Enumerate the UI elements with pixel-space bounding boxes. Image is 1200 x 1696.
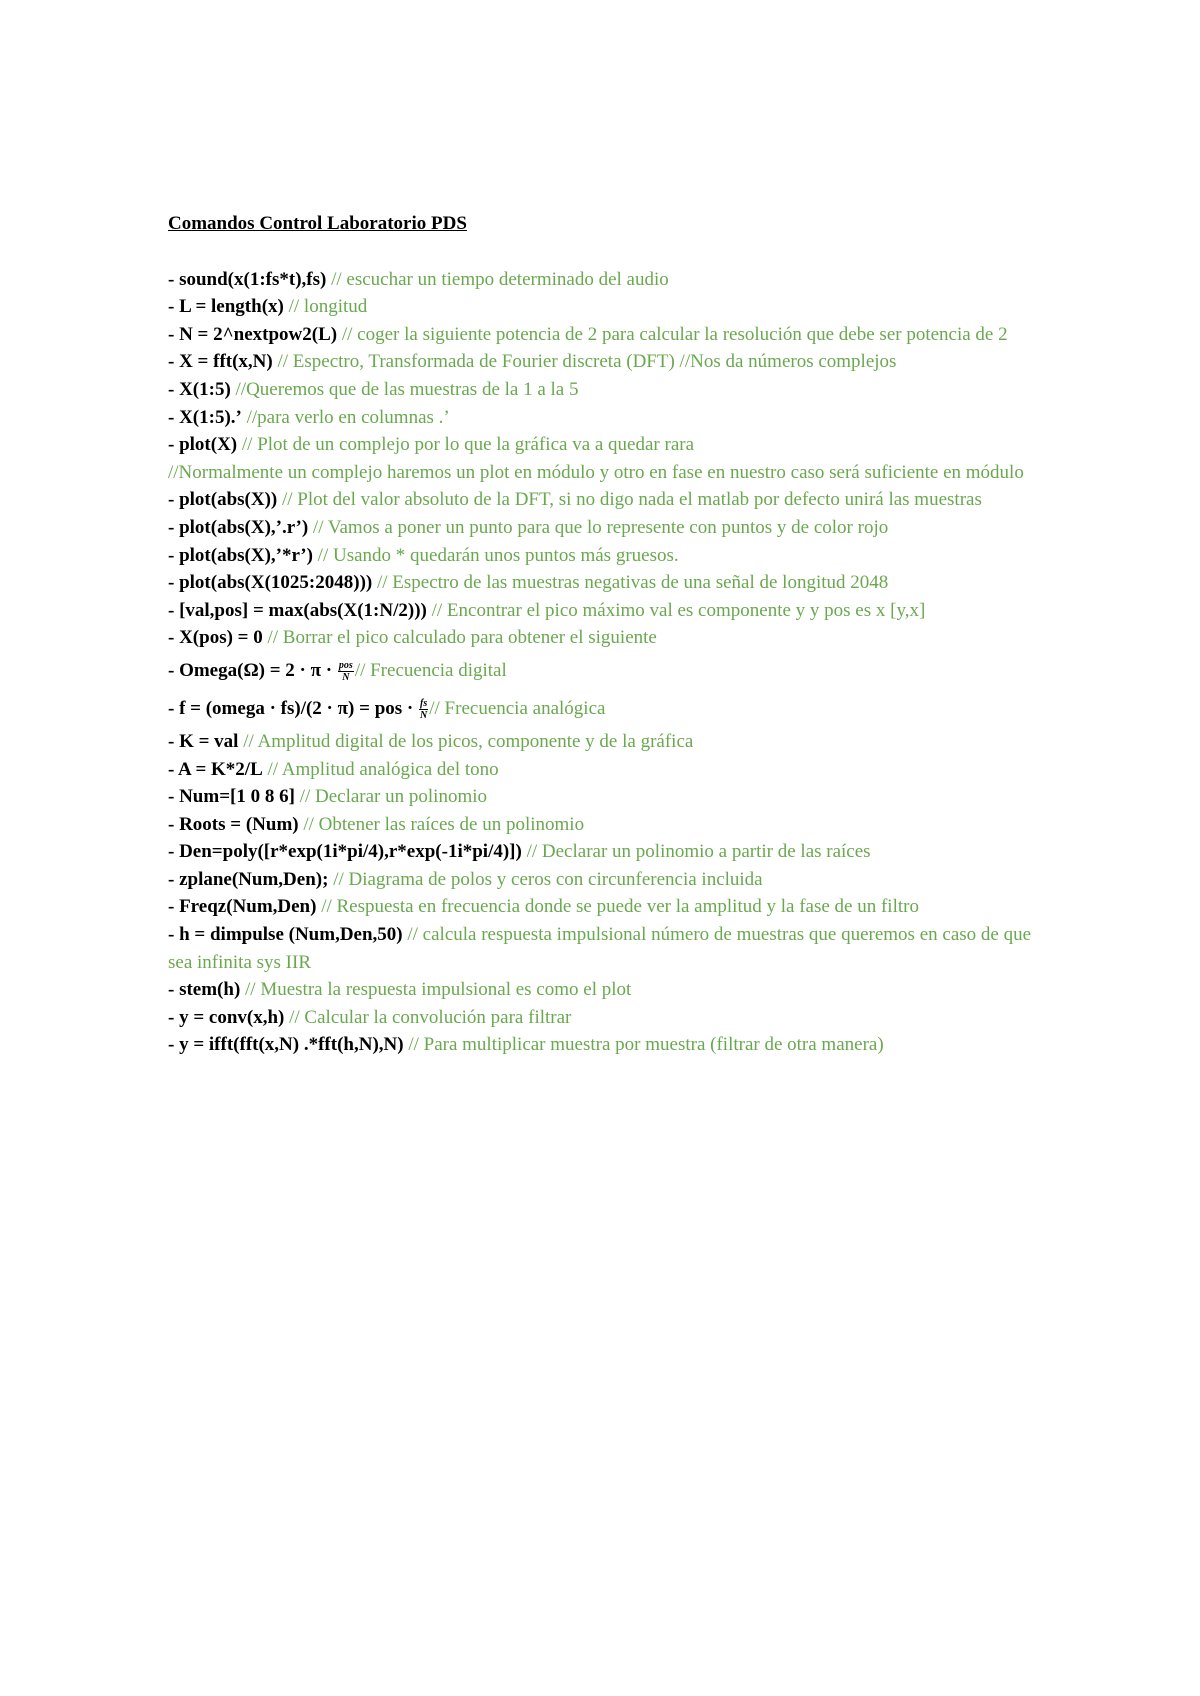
command-line <box>168 486 1048 514</box>
command-text: - N = 2^nextpow2(L) <box>168 323 338 345</box>
command-text: - h = dimpulse (Num,Den,50) <box>168 924 403 946</box>
comment-text: // Declarar un polinomio <box>294 786 487 808</box>
command-line <box>168 266 1048 294</box>
command-text: - Roots = (Num) <box>168 813 299 835</box>
command-text: - plot(X) <box>168 434 238 456</box>
command-line <box>168 569 1048 597</box>
command-line <box>168 404 1048 432</box>
command-line <box>168 728 1048 756</box>
comment-text: // longitud <box>283 296 368 318</box>
command-text: - plot(abs(X),’*r’) <box>168 544 313 566</box>
comment-text: // Obtener las raíces de un polinomio <box>298 813 585 835</box>
command-text: - Num=[1 0 8 6] <box>168 786 295 808</box>
comment-text: // Respuesta en frecuencia donde se puede ver la amplitud y la fase de un filtro <box>316 896 919 918</box>
command-text: - y = conv(x,h) <box>168 1006 285 1028</box>
comment-text: // Encontrar el pico máximo val es componente y y pos es x [y,x] <box>426 599 926 621</box>
document-body <box>168 210 1048 1059</box>
command-line <box>168 921 1048 976</box>
command-line <box>168 542 1048 570</box>
comment-text: // Plot de un complejo por lo que la gráfica va a quedar rara <box>237 434 695 456</box>
comment-text: // coger la siguiente potencia de 2 para calcular la resolución que debe ser potencia de 2 <box>337 323 1008 345</box>
command-text: - plot(abs(X(1025:2048))) <box>168 572 373 594</box>
comment-text: //Normalmente un complejo haremos un plot en módulo y otro en fase en nuestro caso será suficiente en módulo <box>168 461 1024 483</box>
command-text: - X(1:5) <box>168 378 231 400</box>
comment-text: // Calcular la convolución para filtrar <box>284 1006 572 1028</box>
fraction-numerator: pos <box>338 660 353 672</box>
command-text: - y = ifft(fft(x,N) .*fft(h,N),N) <box>168 1034 404 1056</box>
command-text: - X(pos) = 0 <box>168 627 263 649</box>
command-text: - f = (omega · fs)/(2 · π) = pos · <box>168 697 414 719</box>
comment-text: // Diagrama de polos y ceros con circunferencia incluida <box>328 868 763 890</box>
command-line <box>168 514 1048 542</box>
command-text: - plot(abs(X)) <box>168 489 278 511</box>
fraction-numerator: fs <box>420 698 428 710</box>
comment-text: // Declarar un polinomio a partir de las raíces <box>521 841 871 863</box>
command-line <box>168 756 1048 784</box>
fraction-denominator: N <box>420 710 428 722</box>
command-text: - plot(abs(X),’.r’) <box>168 516 309 538</box>
omega-formula-line <box>168 652 1048 690</box>
command-text: - Den=poly([r*exp(1i*pi/4),r*exp(-1i*pi/4)]) <box>168 841 522 863</box>
comment-text: // calcula respuesta impulsional número de muestras que queremos en caso de que sea infinita sys IIR <box>168 924 1032 973</box>
command-text: - Freqz(Num,Den) <box>168 896 317 918</box>
command-line <box>168 1031 1048 1059</box>
command-text: - A = K*2/L <box>168 758 263 780</box>
command-line <box>168 321 1048 349</box>
comment-text: // Espectro de las muestras negativas de una señal de longitud 2048 <box>372 572 889 594</box>
command-text: - K = val <box>168 730 239 752</box>
command-text: - [val,pos] = max(abs(X(1:N/2))) <box>168 599 427 621</box>
comment-line <box>168 459 1048 487</box>
comment-text: // Borrar el pico calculado para obtener el siguiente <box>262 627 657 649</box>
comment-text: // Usando * quedarán unos puntos más gruesos. <box>312 544 679 566</box>
command-text: - Omega(Ω) = 2 · π · <box>168 659 333 681</box>
command-line <box>168 893 1048 921</box>
comment-text: // Plot del valor absoluto de la DFT, si no digo nada el matlab por defecto unirá las muestras <box>277 489 982 511</box>
command-text: - X = fft(x,N) <box>168 351 273 373</box>
comment-text: // Muestra la respuesta impulsional es como el plot <box>240 979 632 1001</box>
comment-text: // Frecuencia digital <box>354 659 507 681</box>
comment-text: //para verlo en columnas .’ <box>241 406 450 428</box>
page-title: Comandos Control Laboratorio PDS <box>168 213 467 234</box>
comment-text: // Espectro, Transformada de Fourier discreta (DFT) //Nos da números complejos <box>272 351 897 373</box>
command-text: - sound(x(1:fs*t),fs) <box>168 268 327 290</box>
comment-text: // Amplitud digital de los picos, componente y de la gráfica <box>238 730 694 752</box>
command-line <box>168 293 1048 321</box>
frequency-formula-line <box>168 690 1048 728</box>
comment-text: // Para multiplicar muestra por muestra (filtrar de otra manera) <box>403 1034 884 1056</box>
command-line <box>168 431 1048 459</box>
fraction <box>338 660 354 683</box>
command-line <box>168 376 1048 404</box>
command-line <box>168 597 1048 625</box>
comment-text: // Vamos a poner un punto para que lo represente con puntos y de color rojo <box>308 516 889 538</box>
command-list <box>168 266 1048 1059</box>
command-text: - L = length(x) <box>168 296 284 318</box>
command-line <box>168 976 1048 1004</box>
command-text: - X(1:5).’ <box>168 406 242 428</box>
command-line <box>168 783 1048 811</box>
command-line <box>168 838 1048 866</box>
fraction-denominator: N <box>342 672 350 684</box>
comment-text: // escuchar un tiempo determinado del audio <box>326 268 669 290</box>
command-line <box>168 1004 1048 1032</box>
command-line <box>168 811 1048 839</box>
fraction <box>419 698 428 721</box>
command-line <box>168 866 1048 894</box>
command-line <box>168 348 1048 376</box>
comment-text: // Amplitud analógica del tono <box>262 758 499 780</box>
command-text: - stem(h) <box>168 979 241 1001</box>
command-line <box>168 624 1048 652</box>
comment-text: // Frecuencia analógica <box>429 697 606 719</box>
command-text: - zplane(Num,Den); <box>168 868 329 890</box>
comment-text: //Queremos que de las muestras de la 1 a la 5 <box>230 378 579 400</box>
